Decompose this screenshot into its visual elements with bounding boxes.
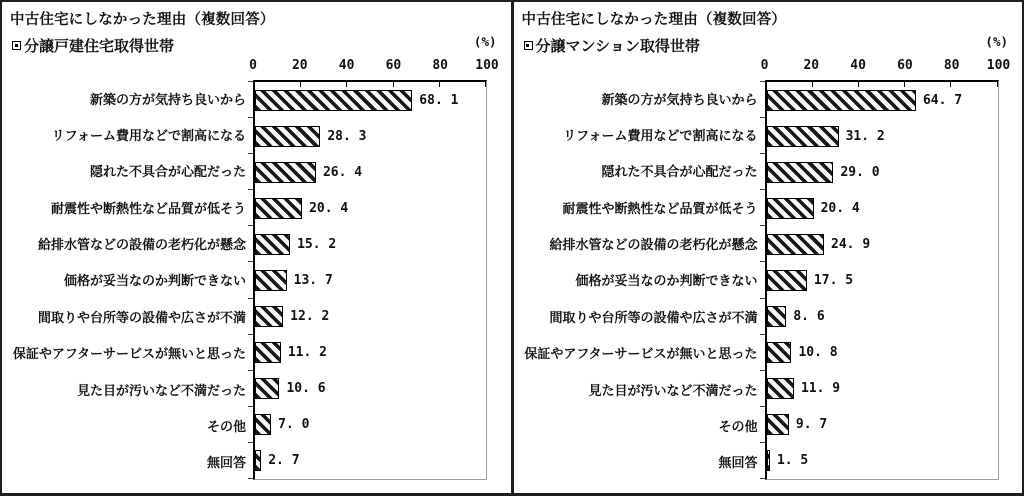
chart-subtitle-label: 分譲戸建住宅取得世帯	[24, 38, 175, 55]
bar-row	[767, 299, 998, 335]
value-label: 13. 7	[293, 273, 333, 289]
category-label: 隠れた不具合が心配だった	[89, 164, 246, 180]
value-label: 12. 2	[290, 309, 330, 325]
category-axis-tick-mark	[248, 334, 253, 335]
value-label: 2. 7	[268, 453, 300, 469]
hatched-bar	[767, 162, 834, 183]
x-axis-tick-label: 80	[943, 58, 960, 73]
category-axis-tick-mark	[760, 334, 765, 335]
x-axis-tick-mark	[439, 82, 440, 87]
category-label: 見た目が汚いなど不満だった	[76, 382, 246, 398]
hatched-bar	[767, 450, 770, 471]
category-axis-tick-mark	[248, 225, 253, 226]
hatched-bar	[767, 414, 789, 435]
bar-row	[767, 262, 998, 298]
plot-area	[253, 80, 487, 480]
category-label: 無回答	[206, 455, 246, 471]
category-axis-tick-mark	[760, 298, 765, 299]
value-label: 1. 5	[776, 453, 809, 469]
hatched-bar	[255, 306, 283, 327]
category-label: 給排水管などの設備の老朽化が懸念	[37, 237, 246, 253]
value-label: 24. 9	[831, 236, 871, 252]
category-label: 給排水管などの設備の老朽化が懸念	[549, 237, 758, 253]
hatched-bar	[255, 162, 316, 183]
hatched-bar	[255, 234, 290, 255]
percent-unit-label: (%)	[985, 34, 1008, 49]
category-label: 隠れた不具合が心配だった	[601, 164, 758, 180]
value-label: 26. 4	[322, 164, 363, 180]
category-axis-tick-mark	[760, 225, 765, 226]
x-axis-tick-label: 20	[291, 58, 308, 73]
chart-subtitle-label: 分譲マンション取得世帯	[535, 38, 700, 55]
x-axis-labels	[760, 58, 1011, 74]
value-label: 11. 2	[287, 345, 327, 361]
x-axis-tick-label: 40	[850, 58, 866, 73]
category-axis-tick-mark	[248, 478, 253, 479]
value-label: 20. 4	[820, 200, 860, 216]
hatched-bar	[767, 306, 787, 327]
category-axis-tick-mark	[760, 189, 765, 190]
plot-area	[765, 80, 999, 480]
value-label: 8. 6	[793, 309, 825, 325]
x-axis-tick-label: 100	[986, 58, 1011, 73]
category-label: 価格が妥当なのか判断できない	[63, 273, 246, 289]
chart-subtitle	[12, 35, 174, 56]
x-axis-tick-mark	[997, 82, 998, 87]
value-label: 68. 1	[419, 92, 459, 108]
x-axis-tick-mark	[950, 82, 951, 87]
category-labels	[514, 80, 758, 480]
x-axis-tick-mark	[300, 82, 301, 87]
category-axis-tick-mark	[248, 442, 253, 443]
category-label: リフォーム費用などで割高になる	[563, 128, 758, 144]
x-axis-tick-label: 80	[432, 58, 449, 73]
category-label: 見た目が汚いなど不満だった	[588, 382, 758, 398]
x-axis-tick-mark	[254, 82, 255, 87]
category-label: その他	[206, 418, 246, 434]
category-axis-tick-mark	[248, 261, 253, 262]
category-axis-tick-mark	[248, 298, 253, 299]
category-label: 保証やアフターサービスが無いと思った	[12, 346, 246, 362]
x-axis-tick-mark	[812, 82, 813, 87]
category-axis-tick-mark	[248, 370, 253, 371]
hatched-bar	[255, 90, 412, 111]
x-axis-tick-label: 100	[475, 58, 499, 73]
x-axis-tick-label: 60	[385, 58, 402, 73]
category-label: 耐震性や断熱性など品質が低そう	[562, 200, 758, 216]
value-label: 31. 2	[845, 128, 885, 144]
hatched-bar	[767, 90, 916, 111]
bar-row	[255, 371, 486, 407]
square-bullet-icon	[12, 41, 21, 50]
category-axis-tick-mark	[760, 81, 765, 82]
chart-subtitle	[524, 35, 700, 56]
x-axis-tick-mark	[393, 82, 394, 87]
bar-row	[767, 443, 998, 479]
hatched-bar	[255, 270, 287, 291]
x-axis-tick-mark	[904, 82, 905, 87]
hatched-bar	[767, 234, 825, 255]
bar-row	[255, 443, 486, 479]
category-axis-tick-mark	[760, 442, 765, 443]
category-label: 間取りや台所等の設備や広さが不満	[37, 309, 246, 325]
x-axis-tick-label: 20	[803, 58, 820, 73]
category-label: 保証やアフターサービスが無いと思った	[524, 346, 758, 362]
value-label: 17. 5	[813, 273, 854, 289]
bar-row	[255, 226, 486, 262]
bar-row	[767, 335, 998, 371]
hatched-bar	[767, 378, 794, 399]
bar-row	[767, 118, 998, 154]
value-label: 7. 0	[278, 417, 310, 433]
plot-rows	[255, 82, 486, 479]
bar-row	[255, 82, 486, 118]
category-label: 無回答	[718, 455, 758, 471]
hatched-bar	[767, 198, 814, 219]
value-label: 9. 7	[795, 417, 828, 433]
x-axis-tick-label: 0	[249, 58, 257, 73]
hatched-bar	[255, 450, 261, 471]
chart-title: 中古住宅にしなかった理由（複数回答）	[10, 12, 275, 28]
bar-row	[255, 118, 486, 154]
category-label: リフォーム費用などで割高になる	[51, 128, 246, 144]
chart-title: 中古住宅にしなかった理由（複数回答）	[521, 12, 787, 28]
value-label: 10. 8	[798, 345, 838, 361]
value-label: 20. 4	[309, 200, 349, 216]
hatched-bar	[767, 342, 792, 363]
x-axis-tick-mark	[858, 82, 859, 87]
category-axis-tick-mark	[760, 406, 765, 407]
bar-row	[767, 226, 998, 262]
x-axis-tick-mark	[485, 82, 486, 87]
x-axis-tick-mark	[346, 82, 347, 87]
bar-row	[255, 335, 486, 371]
hatched-bar	[255, 378, 279, 399]
category-label: 新築の方が気持ち良いから	[601, 91, 758, 107]
panel-condominium-chart	[514, 2, 1023, 493]
value-label: 28. 3	[327, 128, 367, 144]
category-axis-tick-mark	[760, 478, 765, 479]
x-axis-tick-label: 60	[897, 58, 913, 73]
hatched-bar	[255, 126, 320, 147]
category-axis-tick-mark	[248, 189, 253, 190]
category-label: 新築の方が気持ち良いから	[89, 91, 246, 107]
plot-rows	[767, 82, 998, 479]
x-axis-tick-label: 0	[760, 58, 769, 73]
bar-row	[767, 82, 998, 118]
bar-row	[767, 407, 998, 443]
bar-row	[767, 190, 998, 226]
bar-row	[255, 154, 486, 190]
hatched-bar	[255, 198, 302, 219]
x-axis-tick-mark	[766, 82, 767, 87]
category-labels	[2, 80, 246, 480]
category-axis-tick-mark	[760, 153, 765, 154]
category-label: その他	[718, 418, 758, 434]
value-label: 64. 7	[922, 92, 963, 108]
category-label: 耐震性や断熱性など品質が低そう	[50, 200, 246, 216]
category-axis-tick-mark	[248, 81, 253, 82]
bar-row	[255, 262, 486, 298]
x-axis-labels	[249, 58, 499, 74]
value-label: 29. 0	[840, 164, 880, 180]
category-axis-tick-mark	[760, 370, 765, 371]
hatched-bar	[767, 270, 807, 291]
percent-unit-label: (%)	[473, 34, 497, 49]
value-label: 11. 9	[800, 381, 841, 397]
bar-row	[255, 190, 486, 226]
square-bullet-icon	[524, 41, 533, 50]
hatched-bar	[767, 126, 839, 147]
category-label: 間取りや台所等の設備や広さが不満	[549, 309, 758, 325]
bar-row	[767, 154, 998, 190]
panel-detached-house-chart	[2, 2, 514, 493]
category-axis-tick-mark	[760, 261, 765, 262]
hatched-bar	[255, 342, 281, 363]
category-label: 価格が妥当なのか判断できない	[575, 273, 758, 289]
bar-row	[255, 299, 486, 335]
x-axis-tick-label: 40	[338, 58, 355, 73]
bar-row	[255, 407, 486, 443]
value-label: 15. 2	[297, 236, 337, 252]
bar-row	[767, 371, 998, 407]
category-axis-tick-mark	[760, 117, 765, 118]
category-axis-tick-mark	[248, 153, 253, 154]
value-label: 10. 6	[286, 381, 326, 397]
category-axis-tick-mark	[248, 117, 253, 118]
category-axis-tick-mark	[248, 406, 253, 407]
hatched-bar	[255, 414, 271, 435]
